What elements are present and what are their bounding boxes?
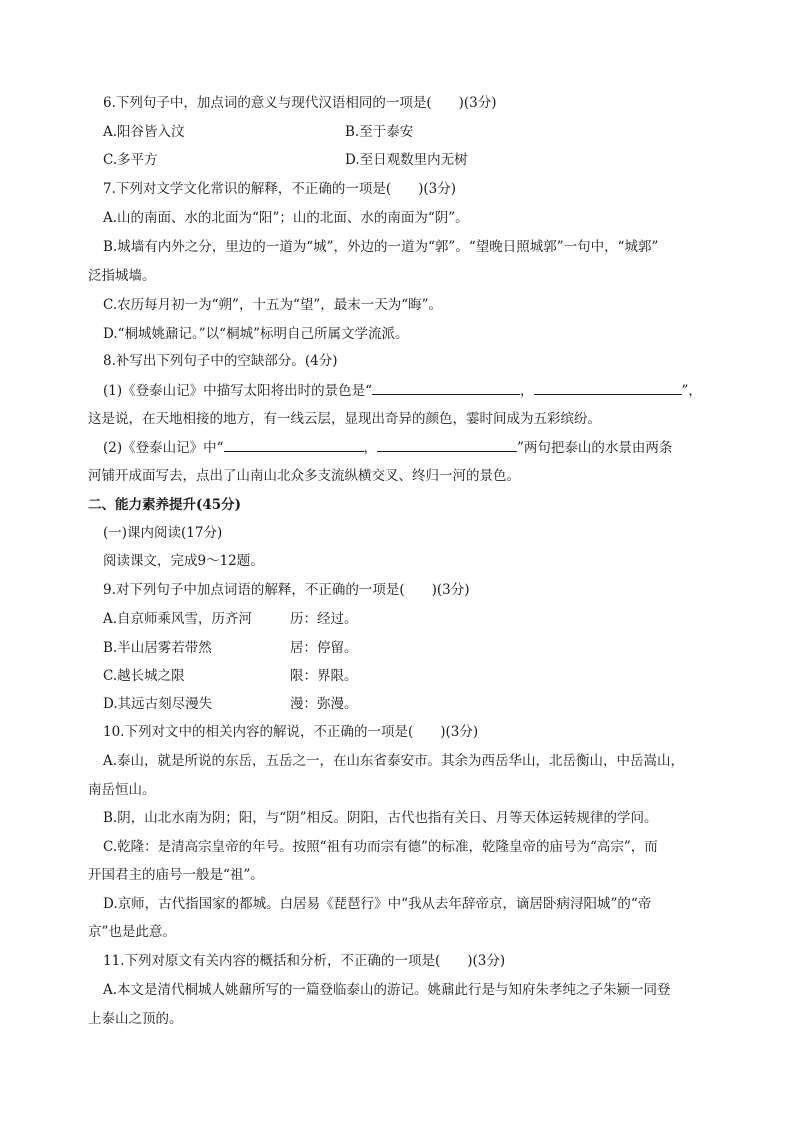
q7-stem: 7.下列对文学文化常识的解释，不正确的一项是( )(3分) — [103, 181, 457, 197]
q10-option-d-line1: D.京师，古代指国家的都城。白居易《琵琶行》中“我从去年辞帝京，谪居卧病浔阳城”的“帝 — [103, 896, 652, 912]
q6-stem: 6.下列句子中，加点词的意义与现代汉语相同的一项是( )(3分) — [103, 95, 497, 111]
q9-row-a-sentence: A.自京师乘风雪，历齐河 — [103, 611, 253, 627]
section2-instruction: 阅读课文，完成9～12题。 — [103, 553, 264, 569]
q10-option-b: B.阴，山北水南为阴；阳，与“阴”相反。阴阳，古代也指有关日、月等天体运转规律的学问。 — [103, 810, 658, 826]
q10-option-c-line2: 开国君主的庙号一般是“祖”。 — [88, 867, 264, 883]
q9-row-d — [103, 696, 358, 712]
q8-part2-blank1[interactable] — [224, 439, 364, 452]
q8-part1 — [103, 382, 702, 399]
q11-option-a-line1: A.本文是清代桐城人姚鼐所写的一篇登临泰山的游记。姚鼐此行是与知府朱孝纯之子朱颍一同登 — [103, 982, 671, 998]
q8-part2-line2: 河铺开成面写去，点出了山南山北众多支流纵横交叉、终归一河的景色。 — [88, 468, 520, 484]
q9-row-c-gloss: 限：界限。 — [290, 668, 358, 684]
q8-part2-comma: ， — [363, 440, 378, 456]
q10-stem: 10.下列对文中的相关内容的解说，不正确的一项是( )(3分) — [103, 724, 479, 740]
section2-title: 二、能力素养提升(45分) — [88, 497, 242, 513]
q8-part2-blank2[interactable] — [377, 439, 517, 452]
q9-row-b — [103, 640, 358, 656]
q10-option-d-line2: 京”也是此意。 — [88, 924, 176, 940]
q8-part1-blank2[interactable] — [534, 382, 682, 395]
q9-row-a — [103, 611, 358, 627]
q7-option-b-line2: 泛指城墙。 — [88, 268, 156, 284]
q6-option-d: D.至日观数里内无树 — [345, 152, 468, 168]
q8-stem: 8.补写出下列句子中的空缺部分。(4分) — [103, 353, 338, 369]
q8-part2-prefix: (2)《登泰山记》中“ — [103, 440, 224, 456]
q9-row-d-gloss: 漫：弥漫。 — [290, 696, 358, 712]
q6-option-c: C.多平方 — [103, 152, 158, 168]
section2-subtitle: (一)课内阅读(17分) — [103, 525, 223, 541]
q8-part2 — [103, 439, 672, 456]
q9-row-b-sentence: B.半山居雾若带然 — [103, 640, 212, 656]
q8-part1-blank1[interactable] — [372, 382, 520, 395]
q7-option-c: C.农历每月初一为“朔”，十五为“望”，最末一天为“晦”。 — [103, 297, 443, 313]
q8-part2-suffix: ”两句把泰山的水景由两条 — [517, 440, 673, 456]
q9-stem: 9.对下列句子中加点词语的解释，不正确的一项是( )(3分) — [103, 582, 470, 598]
q9-row-b-gloss: 居：停留。 — [290, 640, 358, 656]
q7-option-d: D.“桐城姚鼐记。”以“桐城”标明自己所属文学流派。 — [103, 326, 409, 342]
q6-option-a: A.阳谷皆入汶 — [103, 124, 185, 140]
q10-option-a-line2: 南岳恒山。 — [88, 782, 156, 798]
q9-row-a-gloss: 历：经过。 — [290, 611, 358, 627]
q8-part1-comma: ， — [520, 383, 534, 399]
q7-option-b-line1: B.城墙有内外之分，里边的一道为“城”，外边的一道为“郭”。“望晚日照城郭”一句中，“城郭” — [103, 239, 659, 255]
q8-part1-line2: 这是说，在天地相接的地方，有一线云层，显现出奇异的颜色，霎时间成为五彩缤纷。 — [88, 411, 601, 427]
q6-option-b: B.至于泰安 — [345, 124, 414, 140]
q8-part1-prefix: (1)《登泰山记》中描写太阳将出时的景色是“ — [103, 383, 373, 399]
q7-option-a: A.山的南面、水的北面为“阳”；山的北面、水的南面为“阴”。 — [103, 210, 469, 226]
q11-stem: 11.下列对原文有关内容的概括和分析，不正确的一项是( )(3分) — [103, 953, 506, 969]
q9-row-c-sentence: C.越长城之限 — [103, 668, 185, 684]
q10-option-a-line1: A.泰山，就是所说的东岳，五岳之一，在山东省泰安市。其余为西岳华山，北岳衡山，中岳嵩山， — [103, 753, 685, 769]
q9-row-d-sentence: D.其远古刻尽漫失 — [103, 696, 213, 712]
q10-option-c-line1: C.乾隆：是清高宗皇帝的年号。按照“祖有功而宗有德”的标准，乾隆皇帝的庙号为“高宗”，而 — [103, 839, 658, 855]
q9-row-c — [103, 668, 358, 684]
q11-option-a-line2: 上泰山之顶的。 — [88, 1011, 183, 1027]
q8-part1-suffix: ”， — [681, 383, 702, 399]
